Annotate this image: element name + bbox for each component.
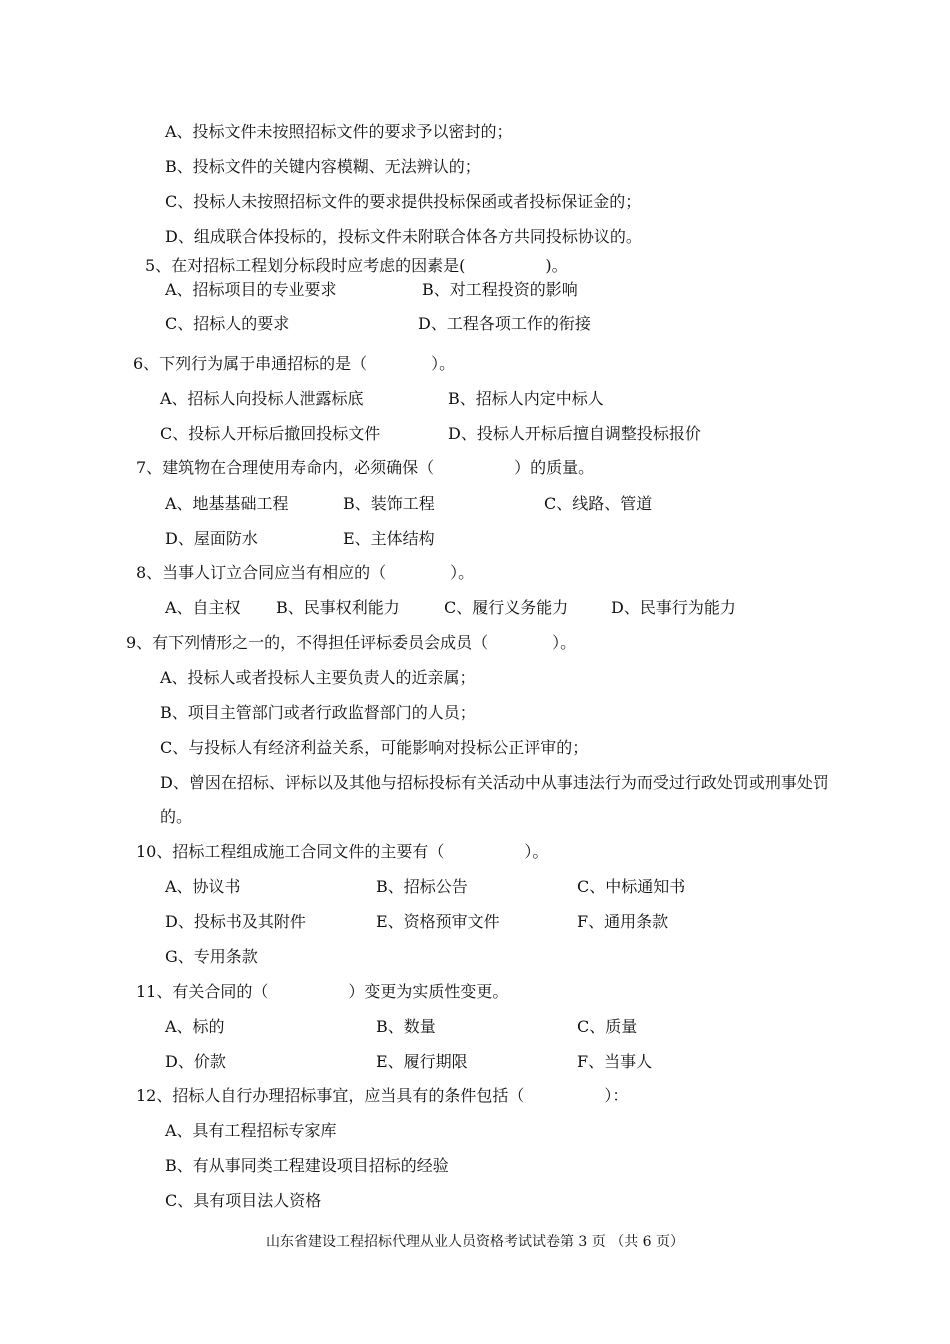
q10-option-b: B、招标公告 — [376, 877, 468, 896]
q8-stem: 8、当事人订立合同应当有相应的（ ）。 — [136, 563, 475, 582]
q11-option-a: A、标的 — [165, 1017, 225, 1036]
q5-option-a: A、招标项目的专业要求 — [165, 280, 337, 299]
q9-option-c: C、与投标人有经济利益关系，可能影响对投标公正评审的； — [160, 738, 589, 757]
q7-option-e: E、主体结构 — [343, 529, 435, 548]
q5-option-b: B、对工程投资的影响 — [422, 280, 578, 299]
q8-option-b: B、民事权利能力 — [276, 598, 400, 617]
q10-option-g: G、专用条款 — [165, 947, 258, 966]
q12-stem: 12、招标人自行办理招标事宜，应当具有的条件包括（ ）： — [136, 1086, 629, 1105]
q8-option-a: A、自主权 — [165, 598, 241, 617]
q12-option-b: B、有从事同类工程建设项目招标的经验 — [165, 1156, 449, 1175]
q8-option-c: C、履行义务能力 — [444, 598, 569, 617]
q6-option-b: B、招标人内定中标人 — [448, 389, 604, 408]
q9-option-d: D、曾因在招标、评标以及其他与招标投标有关活动中从事违法行为而受过行政处罚或刑事处罚 — [160, 773, 829, 792]
q5-stem: 5、在对招标工程划分标段时应考虑的因素是( )。 — [145, 256, 568, 275]
q7-stem: 7、建筑物在合理使用寿命内，必须确保（ ）的质量。 — [136, 458, 595, 477]
q6-option-a: A、招标人向投标人泄露标底 — [160, 389, 364, 408]
q11-stem: 11、有关合同的（ ）变更为实质性变更。 — [136, 982, 509, 1001]
q7-option-c: C、线路、管道 — [544, 494, 653, 513]
q11-option-d: D、价款 — [165, 1052, 226, 1071]
q12-option-c: C、具有项目法人资格 — [165, 1191, 322, 1210]
q9-option-a: A、投标人或者投标人主要负责人的近亲属； — [160, 668, 476, 687]
q11-option-e: E、履行期限 — [376, 1052, 468, 1071]
q10-option-c: C、中标通知书 — [577, 877, 686, 896]
q11-option-f: F、当事人 — [577, 1052, 653, 1071]
q9-option-d-continued: 的。 — [160, 807, 193, 826]
q10-option-a: A、协议书 — [165, 877, 241, 896]
page-footer: 山东省建设工程招标代理从业人员资格考试试卷第 3 页 （共 6 页） — [265, 1234, 685, 1250]
q6-option-c: C、投标人开标后撤回投标文件 — [160, 424, 381, 443]
q8-option-d: D、民事行为能力 — [611, 598, 736, 617]
q4-option-d: D、组成联合体投标的，投标文件未附联合体各方共同投标协议的。 — [165, 227, 642, 246]
q10-stem: 10、招标工程组成施工合同文件的主要有（ ）。 — [136, 842, 549, 861]
q6-stem: 6、下列行为属于串通招标的是（ ）。 — [133, 354, 456, 373]
q6-option-d: D、投标人开标后擅自调整投标报价 — [448, 424, 701, 443]
q9-option-b: B、项目主管部门或者行政监督部门的人员； — [160, 703, 476, 722]
q10-option-d: D、投标书及其附件 — [165, 912, 306, 931]
q11-option-b: B、数量 — [376, 1017, 436, 1036]
q4-option-a: A、投标文件未按照招标文件的要求予以密封的； — [165, 122, 513, 141]
q7-option-a: A、地基基础工程 — [165, 494, 289, 513]
q5-option-d: D、工程各项工作的衔接 — [418, 314, 591, 333]
q10-option-f: F、通用条款 — [577, 912, 669, 931]
q7-option-d: D、屋面防水 — [165, 529, 258, 548]
q4-option-c: C、投标人未按照招标文件的要求提供投标保函或者投标保证金的； — [165, 192, 642, 211]
q4-option-b: B、投标文件的关键内容模糊、无法辨认的； — [165, 157, 481, 176]
q10-option-e: E、资格预审文件 — [376, 912, 500, 931]
q9-stem: 9、有下列情形之一的，不得担任评标委员会成员（ ）。 — [126, 633, 577, 652]
q7-option-b: B、装饰工程 — [343, 494, 435, 513]
q5-option-c: C、招标人的要求 — [165, 314, 290, 333]
q11-option-c: C、质量 — [577, 1017, 638, 1036]
q12-option-a: A、具有工程招标专家库 — [165, 1121, 337, 1140]
